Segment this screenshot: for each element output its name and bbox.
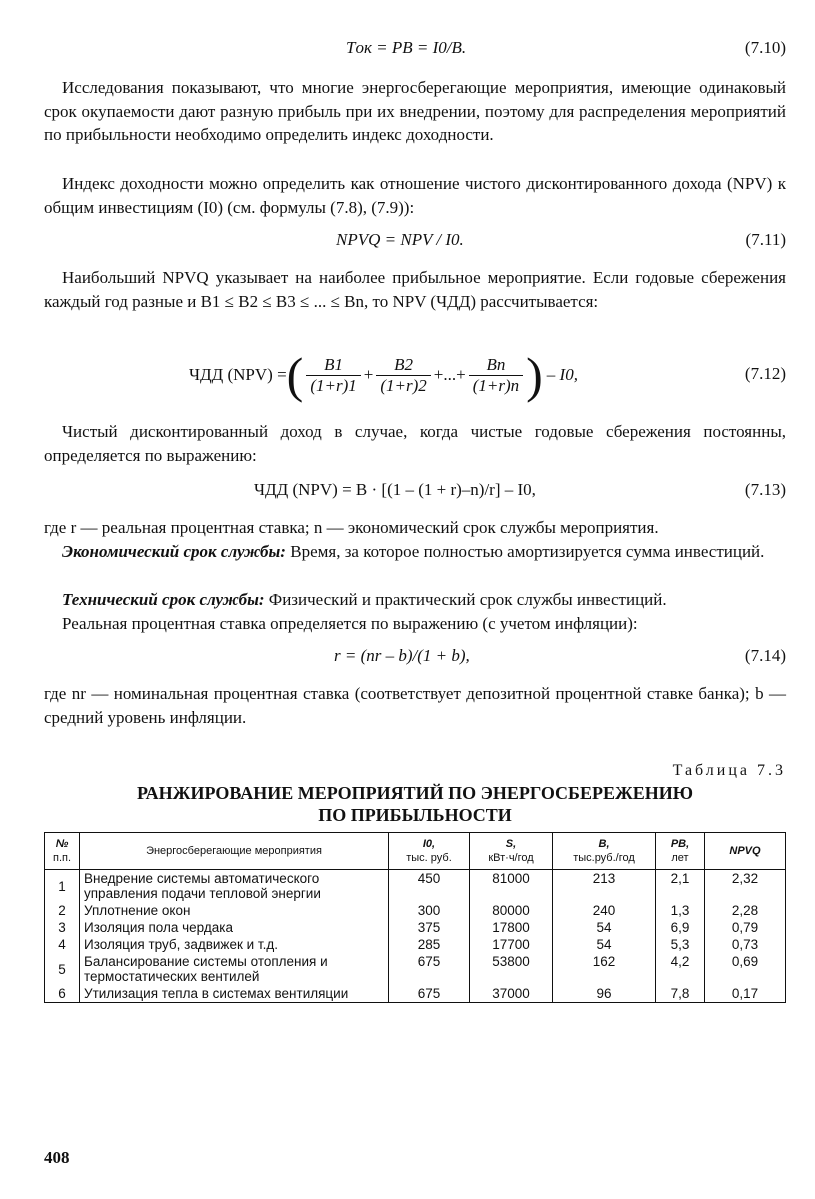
equation-number: (7.14) [744, 646, 786, 665]
left-paren: ( [286, 347, 304, 403]
paragraph-8: Реальная процентная ставка определяется по выражению (с учетом инфляции): [62, 614, 638, 633]
header-payback: PB, лет [656, 833, 705, 870]
equation-formula: r = (nr – b)/(1 + b), [334, 646, 470, 665]
table-row: 1 Внедрение системы автоматического управления подачи тепловой энергии 450 81000 213 2,1 2,32 [45, 870, 786, 903]
table-row: 6 Утилизация тепла в системах вентиляции 675 37000 96 7,8 0,17 [45, 985, 786, 1003]
table-row: 2 Уплотнение окон 300 80000 240 1,3 2,28 [45, 902, 786, 919]
paragraph-4: Чистый дисконтированный доход в случае, когда чистые годовые сбережения постоянны, определяется по выражению: [44, 422, 786, 465]
equation-7-10 [44, 38, 786, 64]
table-header-row [45, 833, 786, 870]
equation-7-12: ЧДД (NPV) = ( $\frac{B1}{(1+r)1}$ + $\frac{B2}{(1+r)2}$ +...+ $\frac{Bn}{(1+r)n}$ ) – I0, (7.12) [189, 347, 786, 403]
term-economic-life: Экономический срок службы: [62, 542, 286, 561]
equation-7-14 [44, 646, 786, 672]
table-row: 4 Изоляция труб, задвижек и т.д. 285 17700 54 5,3 0,73 [45, 936, 786, 953]
table-row: 5 Балансирование системы отопления и термостатических вентилей 675 53800 162 4,2 0,69 [45, 953, 786, 985]
header-savings-money: B, тыс.руб./год [553, 833, 656, 870]
equation-lhs: ЧДД (NPV) = [189, 365, 287, 384]
equation-number: (7.13) [744, 480, 786, 499]
equation-number: (7.10) [744, 38, 786, 57]
paragraph-1: Исследования показывают, что многие энергосберегающие мероприятия, имеющие одинаковый срок окупаемости дают разную прибыль при их внедрении, поэтому для распределения мероприятий по прибыльности необходимо определить индекс доходности. [44, 78, 786, 144]
paragraph-7: Технический срок службы: Физический и практический срок службы инвестиций. [62, 590, 667, 609]
fraction-term-1: $\frac{B1}{(1+r)1}$ [306, 355, 360, 396]
measures-table [44, 832, 786, 1003]
header-index: № п.п. [45, 833, 80, 870]
table-row: 3 Изоляция пола чердака 375 17800 54 6,9 0,79 [45, 919, 786, 936]
right-paren: ) [526, 347, 543, 403]
fraction-term-n: $\frac{Bn}{(1+r)n}$ [469, 355, 523, 396]
equation-ellipsis: +...+ [433, 365, 466, 384]
table-caption: Таблица 7.3 [672, 762, 786, 779]
table-title-line-2: ПО ПРИБЫЛЬНОСТИ [318, 805, 512, 825]
equation-number: (7.12) [744, 364, 786, 383]
equation-7-13 [44, 480, 786, 506]
page-number: 408 [44, 1148, 70, 1167]
equation-formula: NPVQ = NPV / I0. [336, 230, 464, 249]
term-technical-life: Технический срок службы: [62, 590, 265, 609]
header-investment: I0, тыс. руб. [389, 833, 470, 870]
equation-formula: Tок = PB = I0/B. [346, 38, 467, 57]
header-measure: Энергосберегающие мероприятия [80, 833, 389, 870]
table-title-line-1: РАНЖИРОВАНИЕ МЕРОПРИЯТИЙ ПО ЭНЕРГОСБЕРЕЖЕНИЮ [136, 783, 694, 803]
equation-7-11 [44, 230, 786, 256]
paragraph-6: Экономический срок службы: Время, за которое полностью амортизируется сумма инвестиций. [62, 542, 765, 561]
equation-number: (7.11) [745, 230, 786, 249]
fraction-term-2: $\frac{B2}{(1+r)2}$ [376, 355, 430, 396]
paragraph-5: где r — реальная процентная ставка; n — экономический срок службы мероприятия. [44, 518, 659, 537]
header-npvq: NPVQ [705, 833, 786, 870]
header-savings-energy: S, кВт·ч/год [470, 833, 553, 870]
equation-tail: – I0, [546, 365, 578, 384]
paragraph-9: где nr — номинальная процентная ставка (соответствует депозитной процентной ставке банка); b — средний уровень инфляции. [44, 684, 786, 727]
paragraph-3: Наибольший NPVQ указывает на наиболее прибыльное мероприятие. Если годовые сбережения каждый год разные и B1 ≤ B2 ≤ B3 ≤ ... ≤ Bn, то NPV (ЧДД) рассчитывается: [44, 268, 786, 311]
paragraph-2: Индекс доходности можно определить как отношение чистого дисконтированного дохода (NPV) к общим инвестициям (I0) (см. формулы (7.8), (7.9)): [44, 174, 786, 217]
equation-formula: ЧДД (NPV) = B · [(1 – (1 + r)–n)/r] – I0, [254, 480, 536, 499]
